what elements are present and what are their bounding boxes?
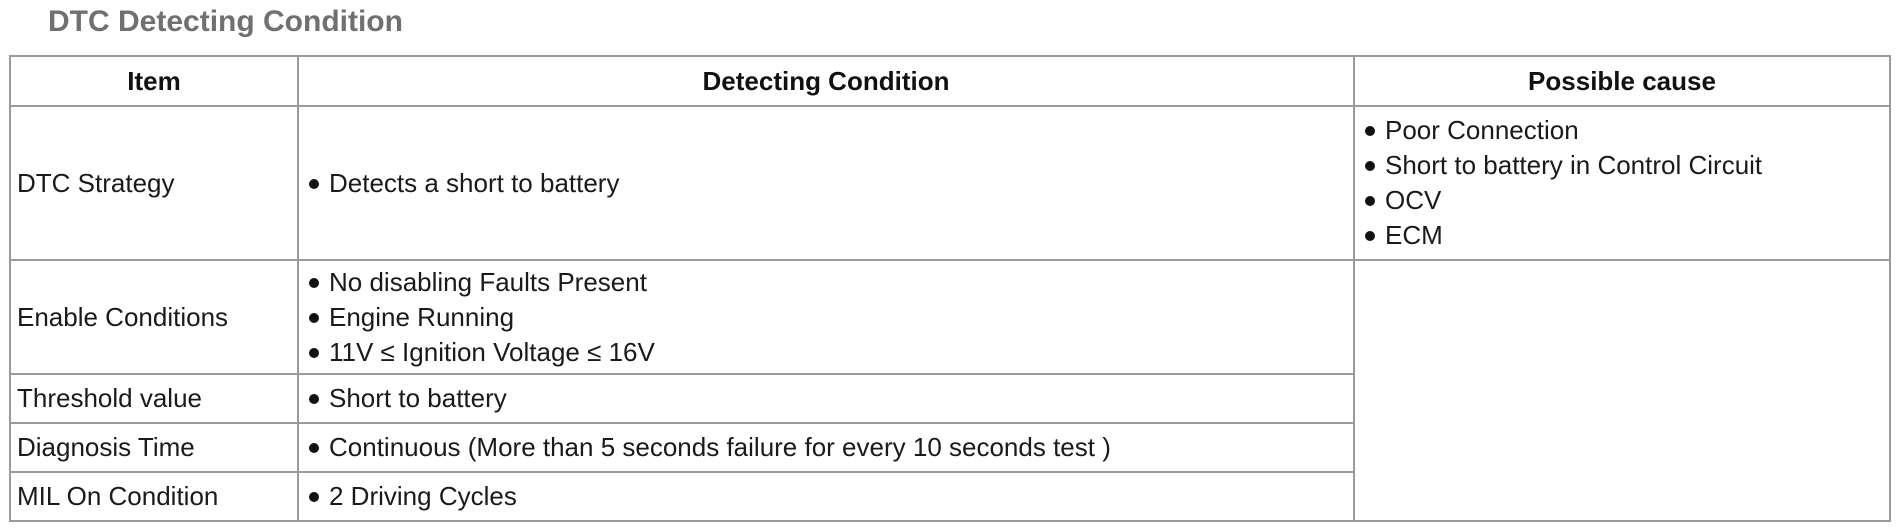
possible-cause-item: Short to battery in Control Circuit (1361, 148, 1889, 183)
possible-cause-item: OCV (1361, 183, 1889, 218)
item-label: Enable Conditions (17, 301, 229, 332)
header-item: Item (10, 56, 298, 106)
condition-item: Detects a short to battery (305, 166, 1353, 201)
possible-cause-empty-cell (1354, 260, 1890, 521)
item-cell (10, 423, 298, 472)
condition-cell (298, 260, 1354, 374)
item-label: Diagnosis Time (17, 432, 195, 462)
possible-cause-item: Poor Connection (1361, 113, 1889, 148)
condition-cell (298, 106, 1354, 260)
condition-cell (298, 423, 1354, 472)
possible-cause-cell (1354, 106, 1890, 260)
condition-item: 2 Driving Cycles (305, 479, 1353, 514)
condition-list (305, 166, 1353, 201)
condition-item: No disabling Faults Present (305, 265, 1353, 300)
condition-item: 11V ≤ Ignition Voltage ≤ 16V (305, 335, 1353, 370)
header-detecting-condition: Detecting Condition (298, 56, 1354, 106)
condition-item: Short to battery (305, 381, 1353, 416)
condition-cell (298, 472, 1354, 521)
condition-list (305, 265, 1353, 370)
item-label: MIL On Condition (17, 481, 219, 511)
dtc-detecting-condition-table (9, 55, 1891, 522)
possible-cause-list (1361, 113, 1889, 253)
item-cell (10, 260, 298, 374)
table-row (10, 260, 1890, 374)
item-label: Threshold value (17, 383, 202, 413)
item-cell (10, 374, 298, 423)
item-label: DTC Strategy (17, 167, 175, 198)
header-possible-cause: Possible cause (1354, 56, 1890, 106)
possible-cause-item: ECM (1361, 218, 1889, 253)
condition-list (305, 479, 1353, 514)
item-cell (10, 472, 298, 521)
table-row (10, 106, 1890, 260)
page-title: DTC Detecting Condition (48, 5, 403, 38)
item-cell (10, 106, 298, 260)
condition-item: Continuous (More than 5 seconds failure for every 10 seconds test ) (305, 430, 1353, 465)
condition-cell (298, 374, 1354, 423)
condition-list (305, 381, 1353, 416)
condition-item: Engine Running (305, 300, 1353, 335)
table-header-row (10, 56, 1890, 106)
condition-list (305, 430, 1353, 465)
